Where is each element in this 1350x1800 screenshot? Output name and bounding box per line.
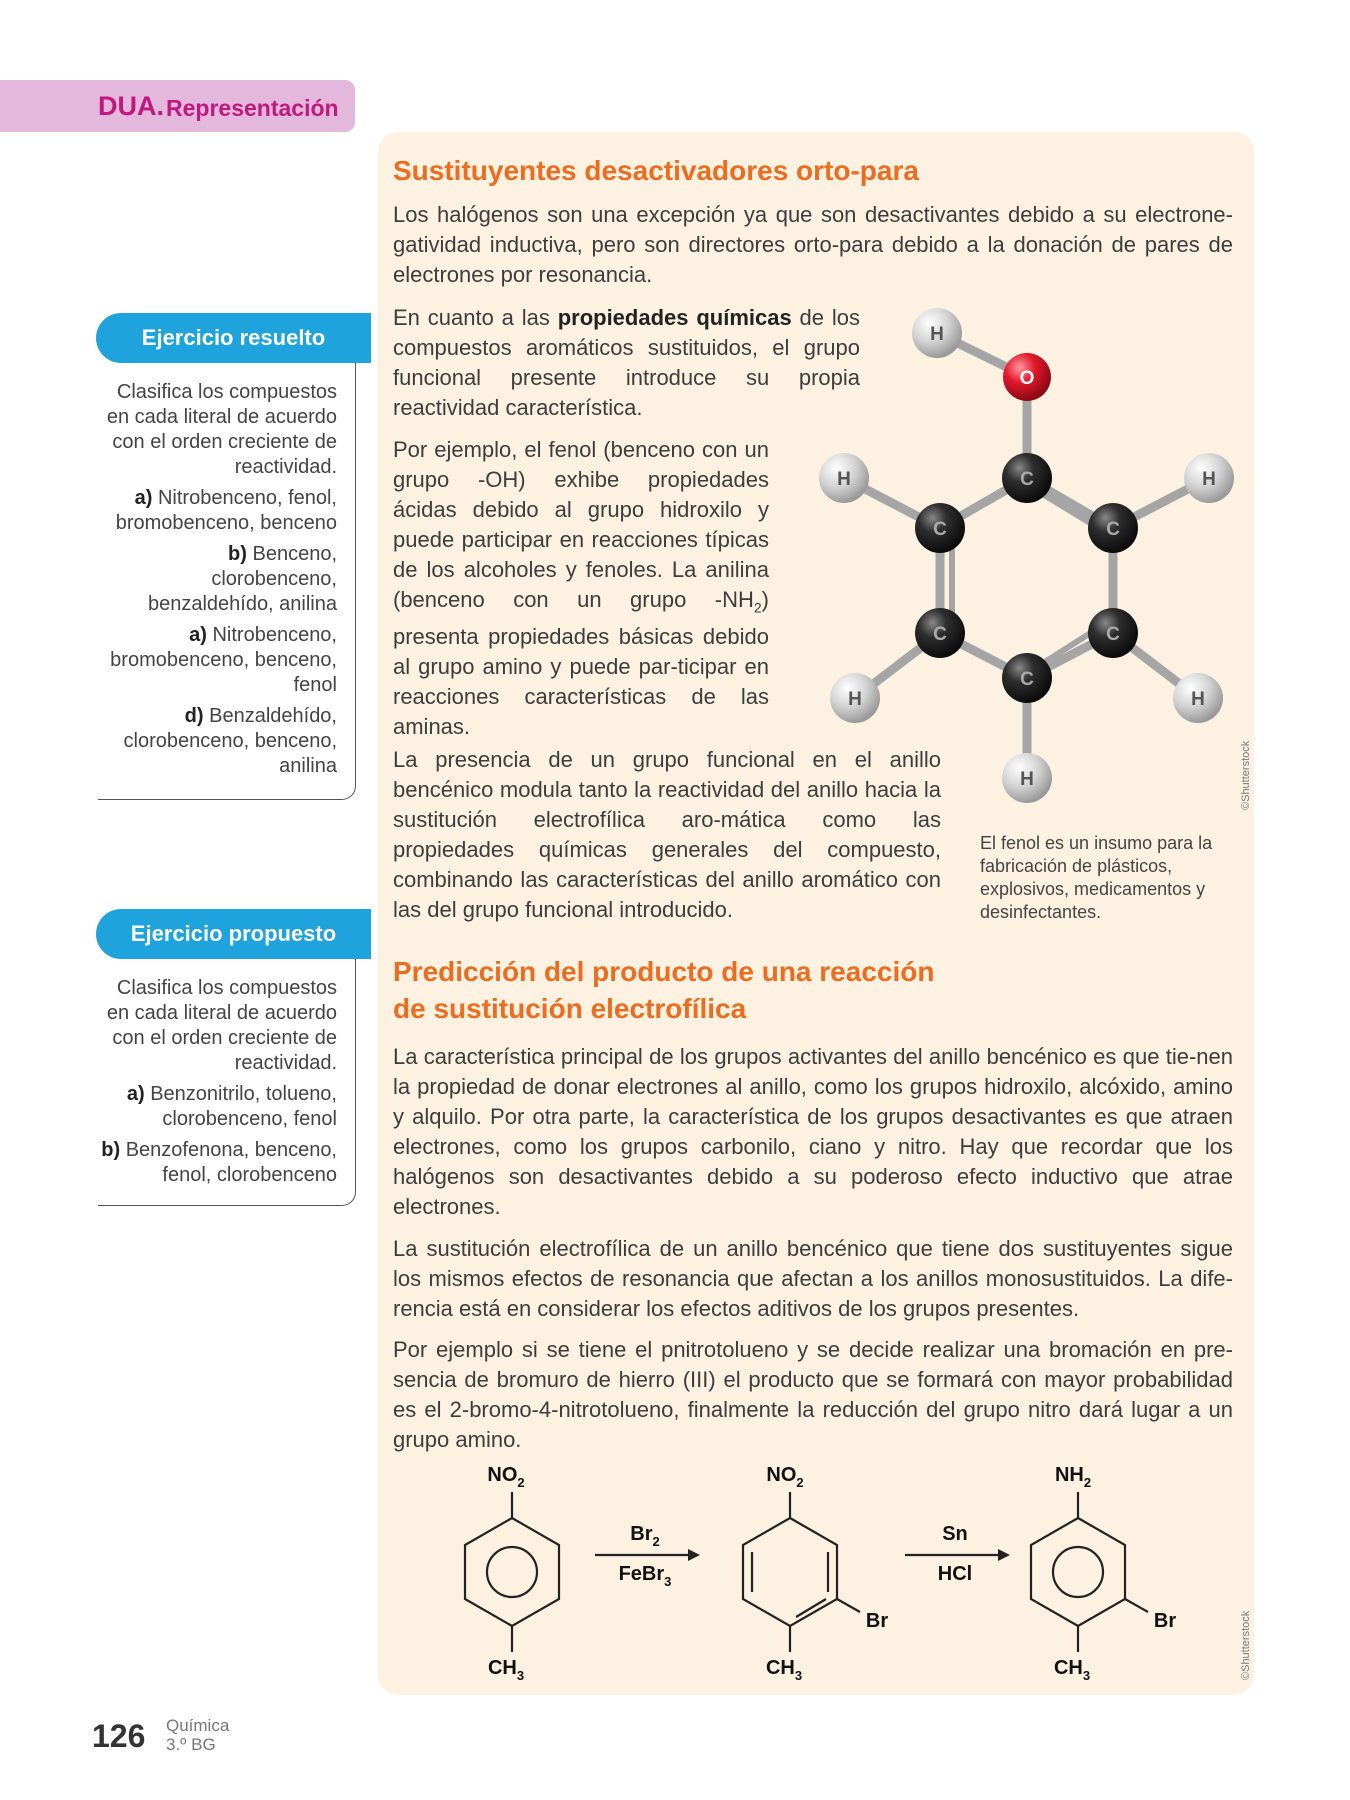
atom-label: C: [1020, 669, 1034, 690]
page-number: 126: [92, 1718, 146, 1754]
reaction-arrow-2: [905, 1523, 1010, 1585]
amino-group-label: $NH_2$: [1054, 1464, 1092, 1490]
dua-text: Representación: [166, 95, 339, 121]
atom-label: C: [933, 519, 947, 540]
atom-label: C: [1106, 519, 1120, 540]
section2-paragraph-2: La sustitución electrofílica de un anillo bencénico que tiene dos sustituyentes sigue los mismos efectos de resonancia que afectan a los anillos monosustituidos. La dife-rencia está en considerar los efectos aditivos de los grupos presentes.: [393, 1236, 1233, 1321]
dua-tab: [0, 80, 355, 132]
bromo-label: Br: [1153, 1610, 1177, 1632]
ejercicio-resuelto-item: b) Benceno, clorobenceno, benzaldehído, anilina: [147, 543, 337, 615]
methyl-group-label: $CH_3$: [1053, 1657, 1091, 1683]
atom-label: H: [1191, 689, 1205, 710]
section2-title-line2: de sustitución electrofílica: [393, 993, 747, 1024]
ejercicio-propuesto-item: b) Benzofenona, benceno, fenol, clorobenceno: [101, 1139, 337, 1186]
section2-paragraph-1: La característica principal de los grupos activantes del anillo bencénico es que tie-nen la propiedad de donar electrones al anillo, como los grupos hidroxilo, alcóxido, amino y alquilo. Por otra parte, la característica de los grupos desactivantes es que atraen electrones, como los grupos carbonilo, ciano y nitro. Hay que recordar que los halógenos son desactivantes debido a su poderoso efecto inductivo que atrae electrones.: [393, 1044, 1233, 1219]
catalyst-febr3: FeBr$_3$: [618, 1563, 672, 1589]
image-credit: ©Shutterstock: [1240, 740, 1252, 810]
atom-label: H: [1202, 469, 1216, 490]
ejercicio-resuelto-item: a) Nitrobenceno, fenol, bromobenceno, benceno: [115, 487, 337, 534]
section1-paragraph-3: Por ejemplo, el fenol (benceno con un grupo -OH) exhibe propiedades ácidas debido al grupo hidroxilo y puede participar en reacciones típicas de los alcoholes y fenoles. La anilina (benceno con un grupo $-NH_2$) presenta propiedades básicas debido al grupo amino y puede par-ticipar en reacciones características de las aminas.: [393, 437, 769, 740]
methyl-group-label: $CH_3$: [765, 1657, 803, 1683]
reagent-sn: Sn: [942, 1523, 968, 1545]
ejercicio-resuelto-prompt: Clasifica los compuestos en cada literal de acuerdo con el orden creciente de reactividad.: [106, 381, 337, 478]
ejercicio-resuelto-item: a) Nitrobenceno, bromobenceno, benceno, fenol: [110, 624, 337, 696]
section2-paragraph-3: Por ejemplo si se tiene el pnitrotolueno y se decide realizar una bromación en pre-sencia de bromuro de hierro (III) el producto que se formará con mayor probabilidad es el 2-bromo-4-nitrotolueno, finalmente la reducción del grupo nitro dará lugar a un grupo amino.: [393, 1337, 1233, 1452]
section1-paragraph-1: Los halógenos son una excepción ya que son desactivantes debido a su electrone-gatividad inductiva, pero son directores orto-para debido a la donación de pares de electrones por resonancia.: [393, 202, 1233, 287]
amino-bromotoluene-structure: [1031, 1464, 1176, 1683]
p-nitrotoluene-structure: [465, 1464, 559, 1683]
footer-subject: [166, 1716, 229, 1754]
dua-label: DUA.: [98, 91, 164, 121]
ejercicio-resuelto-body: [98, 380, 337, 779]
nitro-group-label: $NO_2$: [766, 1464, 804, 1490]
ejercicio-resuelto-header: Ejercicio resuelto: [96, 313, 371, 363]
2-bromo-4-nitrotoluene-structure: [743, 1464, 888, 1683]
reagent-hcl: HCl: [937, 1563, 973, 1585]
atom-label: H: [848, 689, 862, 710]
section1-paragraph-4: La presencia de un grupo funcional en el anillo bencénico modula tanto la reactividad del anillo hacia la sustitución electrofílica aro-mática como las propiedades químicas generales del compuesto, combinando las características del anillo aromático con las del grupo funcional introducido.: [393, 747, 941, 922]
reaction-scheme: [400, 1455, 1220, 1685]
reaction-arrow-1: [595, 1523, 700, 1589]
section1-title: Sustituyentes desactivadores orto-para: [393, 155, 919, 186]
ejercicio-propuesto-prompt: Clasifica los compuestos en cada literal de acuerdo con el orden creciente de reactividad.: [106, 977, 337, 1074]
atom-label: C: [933, 624, 947, 645]
nitro-group-label: $NO_2$: [487, 1464, 525, 1490]
atom-label: H: [930, 324, 944, 345]
ejercicio-resuelto-item: d) Benzaldehído, clorobenceno, benceno, anilina: [123, 705, 337, 777]
grade-level: 3.º BG: [166, 1735, 216, 1754]
double-bonds: [952, 490, 1105, 667]
ejercicio-propuesto-body: [98, 976, 337, 1188]
ejercicio-propuesto-item: a) Benzonitrilo, tolueno, clorobenceno, fenol: [126, 1083, 337, 1130]
molecule-caption: El fenol es un insumo para la fabricación de plásticos, explosivos, medicamentos y desinfectantes.: [980, 833, 1213, 922]
section2-title-line1: Predicción del producto de una reacción: [393, 956, 935, 987]
ejercicio-propuesto-header: Ejercicio propuesto: [96, 909, 371, 959]
bromo-label: Br: [865, 1610, 889, 1632]
atom-label: C: [1020, 469, 1034, 490]
atom-label: C: [1106, 624, 1120, 645]
phenol-molecule-model: [800, 300, 1240, 820]
atom-label: H: [837, 469, 851, 490]
subject-name: Química: [166, 1716, 230, 1735]
atom-label: O: [1019, 368, 1035, 389]
methyl-group-label: $CH_3$: [487, 1657, 525, 1683]
atom-label: H: [1020, 769, 1034, 790]
image-credit: ©Shutterstock: [1240, 1610, 1252, 1680]
section1-paragraph-2: En cuanto a las propiedades químicas de los compuestos aromáticos sustituidos, el grupo funcional presente introduce su propia reactividad característica.: [393, 305, 860, 420]
reagent-br2: $Br_2$: [630, 1523, 660, 1549]
